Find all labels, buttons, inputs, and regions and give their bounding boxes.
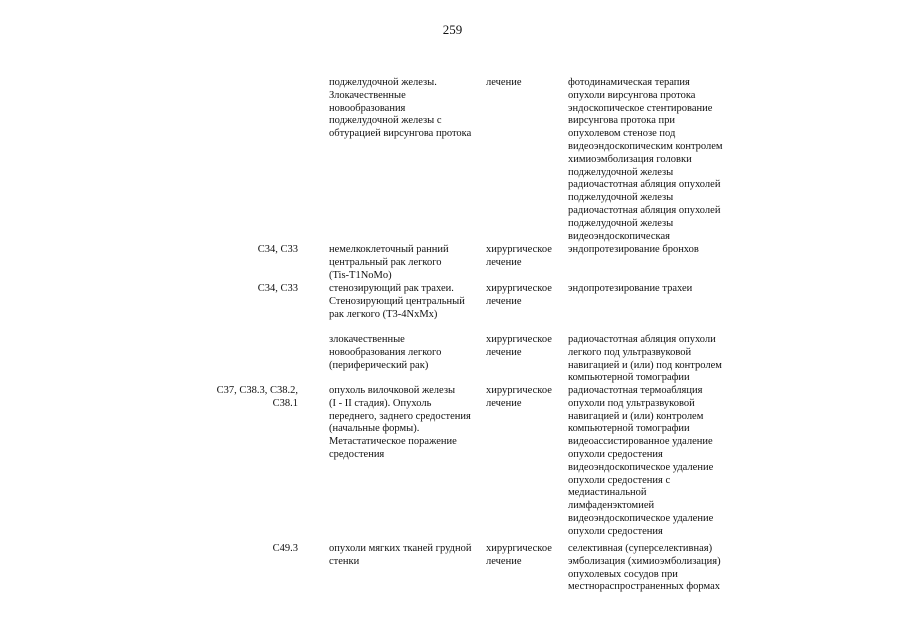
cell-line: (Tis-T1NoMo) (329, 269, 392, 281)
cell-line: Злокачественные (329, 89, 406, 101)
row-diagnosis (329, 543, 481, 569)
cell-line: вирсунгова протока при (568, 115, 676, 127)
cell-line: новообразования (329, 102, 406, 114)
cell-line: поджелудочной железы с (329, 115, 442, 127)
cell-line: C34, C33 (257, 244, 298, 255)
row-diagnosis (329, 385, 481, 462)
cell-line: местнораспространенных формах (568, 581, 720, 593)
cell-line: Метастатическое поражение (329, 436, 457, 448)
cell-line: опухоли мягких тканей грудной (329, 543, 472, 554)
cell-line: C38.1 (272, 397, 298, 409)
cell-line: хирургическое (486, 334, 552, 345)
cell-line: поджелудочной железы (568, 217, 674, 229)
row-treatment-type (486, 543, 562, 569)
cell-line: поджелудочной железы. (329, 77, 437, 88)
cell-line: лимфаденэктомией (568, 500, 655, 512)
cell-line: компьютерной томографии (568, 372, 690, 384)
cell-line: лечение (486, 555, 522, 567)
cell-line: видеоэндоскопическим контролем (568, 140, 723, 152)
cell-line: переднего, заднего средостения (329, 410, 471, 422)
row-method (568, 244, 738, 257)
cell-line: лечение (486, 397, 522, 409)
cell-line: фотодинамическая терапия (568, 77, 690, 88)
row-diagnosis (329, 77, 481, 141)
cell-line: поджелудочной железы (568, 166, 674, 178)
row-code (200, 283, 298, 296)
cell-line: опухоли средостения (568, 525, 663, 537)
row-treatment-type (486, 385, 562, 411)
cell-line: (начальные формы). (329, 423, 420, 435)
cell-line: новообразования легкого (329, 346, 442, 358)
cell-line: опухоли средостения (568, 448, 663, 460)
cell-line: компьютерной томографии (568, 423, 690, 435)
row-diagnosis (329, 244, 481, 282)
cell-line: злокачественные (329, 334, 405, 345)
row-treatment-type (486, 334, 562, 360)
cell-line: лечение (486, 256, 522, 268)
cell-line: (периферический рак) (329, 359, 429, 371)
cell-line: эндоскопическое стентирование (568, 102, 713, 114)
cell-line: Стенозирующий центральный (329, 295, 465, 307)
row-method (568, 77, 738, 243)
cell-line: эндопротезирование бронхов (568, 244, 699, 255)
cell-line: видеоэндоскопическое удаление (568, 512, 714, 524)
row-code (200, 385, 298, 411)
cell-line: средостения (329, 448, 385, 460)
cell-line: (I - II стадия). Опухоль (329, 397, 432, 409)
cell-line: видеоассистированное удаление (568, 436, 713, 448)
cell-line: медиастинальной (568, 487, 647, 499)
cell-line: радиочастотная термоабляция (568, 385, 703, 396)
cell-line: радиочастотная абляция опухоли (568, 334, 716, 345)
cell-line: центральный рак легкого (329, 256, 442, 268)
page-number: 259 (442, 22, 463, 37)
cell-line: хирургическое (486, 244, 552, 255)
cell-line: радиочастотная абляция опухолей (568, 179, 721, 191)
cell-line: химиоэмболизация головки (568, 153, 692, 165)
cell-line: C49.3 (272, 543, 298, 554)
cell-line: лечение (486, 77, 522, 88)
cell-line: опухолевом стенозе под (568, 128, 676, 140)
cell-line: обтурацией вирсунгова протока (329, 128, 472, 140)
row-code (200, 543, 298, 556)
cell-line: хирургическое (486, 283, 552, 294)
cell-line: радиочастотная абляция опухолей (568, 204, 721, 216)
row-treatment-type (486, 77, 562, 90)
cell-line: селективная (суперселективная) (568, 543, 713, 554)
cell-line: эндопротезирование трахеи (568, 283, 693, 294)
cell-line: поджелудочной железы (568, 192, 674, 204)
cell-line: лечение (486, 295, 522, 307)
cell-line: опухоль вилочковой железы (329, 385, 456, 396)
cell-line: опухолевых сосудов при (568, 568, 678, 580)
cell-line: C37, C38.3, C38.2, (216, 385, 298, 396)
cell-line: эмболизация (химиоэмболизация) (568, 555, 721, 567)
cell-line: немелкоклеточный ранний (329, 244, 449, 255)
cell-line: легкого под ультразвуковой (568, 346, 692, 358)
cell-line: навигацией и (или) под контролем (568, 359, 722, 371)
row-method (568, 385, 738, 539)
cell-line: видеоэндоскопическое удаление (568, 461, 714, 473)
row-diagnosis (329, 334, 481, 372)
row-code (200, 244, 298, 257)
cell-line: C34, C33 (257, 283, 298, 294)
cell-line: хирургическое (486, 385, 552, 396)
cell-line: опухоли вирсунгова протока (568, 89, 696, 101)
cell-line: рак легкого (T3-4NxMx) (329, 308, 438, 320)
cell-line: лечение (486, 346, 522, 358)
cell-line: опухоли средостения с (568, 474, 671, 486)
cell-line: навигацией и (или) контролем (568, 410, 704, 422)
row-treatment-type (486, 283, 562, 309)
cell-line: хирургическое (486, 543, 552, 554)
row-method (568, 334, 738, 385)
cell-line: стенозирующий рак трахеи. (329, 283, 454, 294)
row-method (568, 283, 738, 296)
row-treatment-type (486, 244, 562, 270)
cell-line: видеоэндоскопическая (568, 230, 670, 242)
cell-line: опухоли под ультразвуковой (568, 397, 695, 409)
row-diagnosis (329, 283, 481, 321)
row-method (568, 543, 738, 594)
cell-line: стенки (329, 555, 360, 567)
